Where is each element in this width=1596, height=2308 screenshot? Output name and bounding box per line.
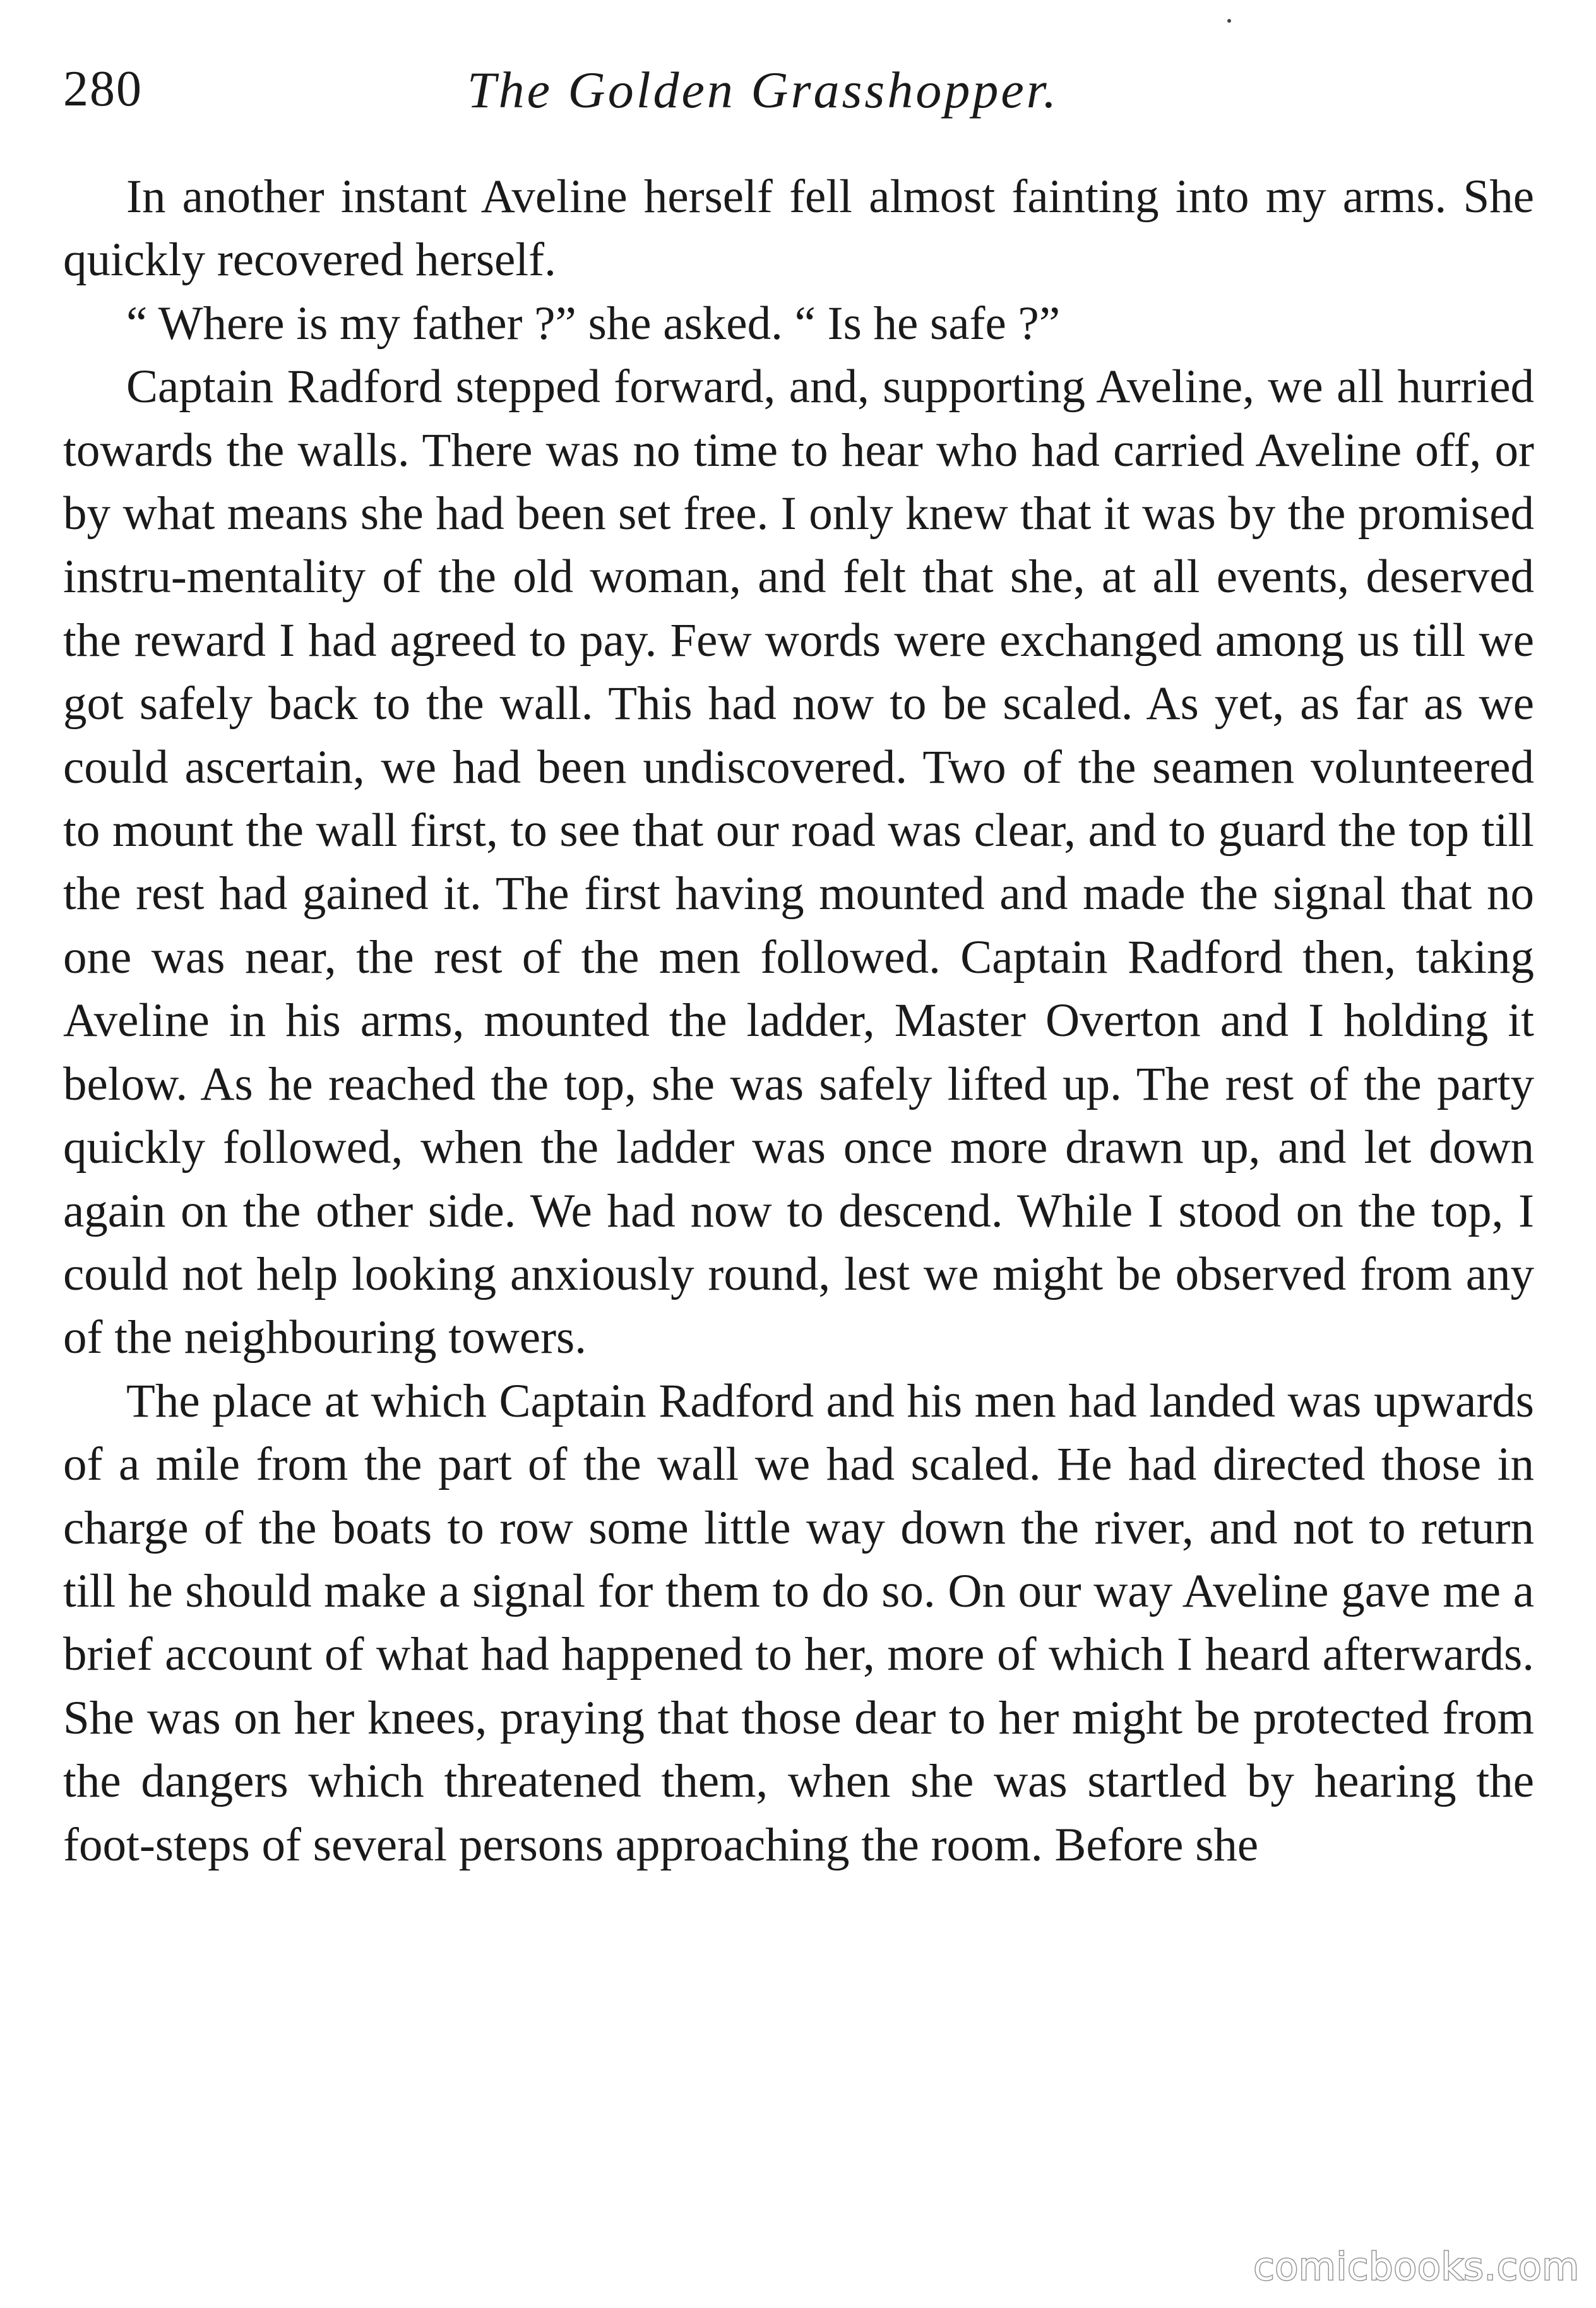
ink-speck: [1227, 19, 1231, 23]
watermark: comicbooks.com: [1253, 2245, 1580, 2289]
body-text: [63, 165, 1534, 1877]
paragraph-4: The place at which Captain Radford and his men had landed was upwards of a mile from the part of the wall we had scaled. He had directed those in charge of the boats to row some little way down the river, and not to return till he should make a signal for them to do so. On our way Aveline gave me a brief account of what had happened to her, more of which I heard afterwards. She was on her knees, praying that those dear to her might be protected from the dangers which threatened them, when she was startled by hearing the foot-steps of several persons approaching the room. Before she: [63, 1374, 1534, 1871]
page-header: [63, 61, 1534, 130]
paragraph-2: “ Where is my father ?” she asked. “ Is he safe ?”: [126, 297, 1061, 350]
paragraph-1: In another instant Aveline herself fell almost fainting into my arms. She quickly recovered herself.: [63, 170, 1534, 287]
running-title: The Golden Grasshopper.: [467, 61, 1059, 119]
paragraph-3: Captain Radford stepped forward, and, supporting Aveline, we all hurried towards the walls. There was no time to hear who had carried Aveline off, or by what means she had been set free. I only knew that it was by the promised instru-mentality of the old woman, and felt that she, at all events, deserved the reward I had agreed to pay. Few words were exchanged among us till we got safely back to the wall. This had now to be scaled. As yet, as far as we could ascertain, we had been undiscovered. Two of the seamen volunteered to mount the wall first, to see that our road was clear, and to guard the top till the rest had gained it. The first having mounted and made the signal that no one was near, the rest of the men followed. Captain Radford then, taking Aveline in his arms, mounted the ladder, Master Overton and I holding it below. As he reached the top, she was safely lifted up. The rest of the party quickly followed, when the ladder was once more drawn up, and let down again on the other side. We had now to descend. While I stood on the top, I could not help looking anxiously round, lest we might be observed from any of the neighbouring towers.: [63, 360, 1534, 1364]
page-number: 280: [63, 61, 143, 117]
